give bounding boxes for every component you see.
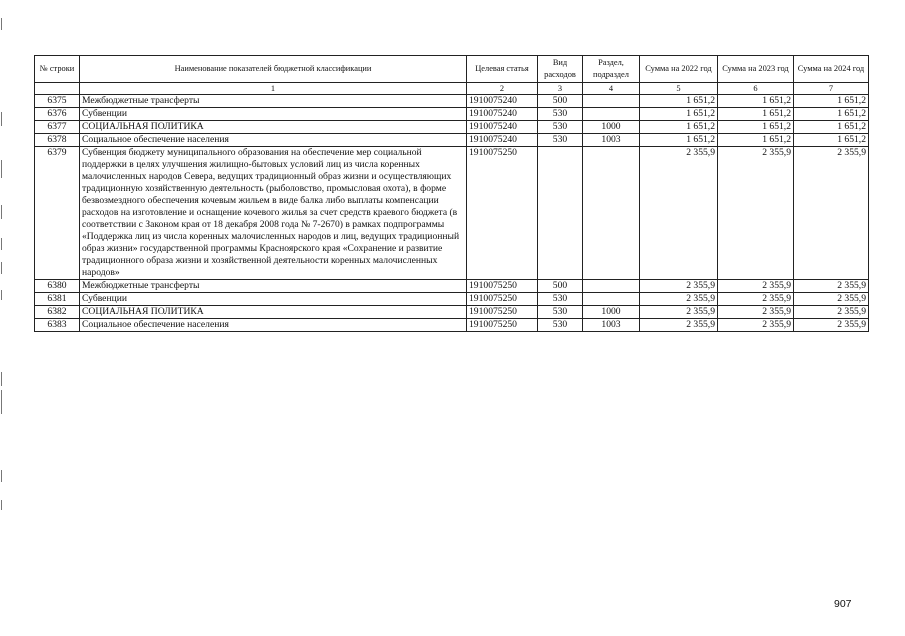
table-row	[35, 95, 869, 108]
cell-row-number: 6379	[35, 147, 80, 280]
cell-section: 1000	[583, 121, 640, 134]
cell-sum-2023: 2 355,9	[718, 280, 794, 293]
cell-sum-2022: 2 355,9	[640, 280, 718, 293]
table-row	[35, 134, 869, 147]
column-number: 7	[794, 83, 869, 95]
cell-expense-type: 530	[538, 319, 583, 332]
cell-sum-2023: 1 651,2	[718, 95, 794, 108]
table-row	[35, 306, 869, 319]
cell-sum-2023: 2 355,9	[718, 319, 794, 332]
cell-sum-2024: 1 651,2	[794, 134, 869, 147]
header-sum-2024: Сумма на 2024 год	[794, 56, 869, 83]
scan-edge-marks	[0, 0, 4, 636]
table-row	[35, 108, 869, 121]
cell-target-article: 1910075250	[467, 280, 538, 293]
cell-expense-type: 530	[538, 134, 583, 147]
cell-sum-2022: 1 651,2	[640, 95, 718, 108]
cell-row-number: 6381	[35, 293, 80, 306]
cell-expense-type: 530	[538, 108, 583, 121]
cell-sum-2024: 1 651,2	[794, 95, 869, 108]
cell-target-article: 1910075240	[467, 108, 538, 121]
column-number: 3	[538, 83, 583, 95]
cell-sum-2024: 2 355,9	[794, 147, 869, 280]
cell-row-number: 6375	[35, 95, 80, 108]
cell-sum-2024: 1 651,2	[794, 121, 869, 134]
cell-target-article: 1910075250	[467, 319, 538, 332]
cell-sum-2024: 2 355,9	[794, 319, 869, 332]
cell-sum-2024: 2 355,9	[794, 280, 869, 293]
column-number-row	[35, 83, 869, 95]
column-number: 1	[80, 83, 467, 95]
table-row	[35, 319, 869, 332]
header-vid: Вид расходов	[538, 56, 583, 83]
header-target: Целевая статья	[467, 56, 538, 83]
cell-target-article: 1910075240	[467, 121, 538, 134]
column-number: 2	[467, 83, 538, 95]
cell-expense-type: 530	[538, 121, 583, 134]
cell-sum-2022: 2 355,9	[640, 293, 718, 306]
cell-section	[583, 293, 640, 306]
column-number-empty	[35, 83, 80, 95]
cell-sum-2024: 2 355,9	[794, 306, 869, 319]
cell-expense-type: 500	[538, 280, 583, 293]
cell-section	[583, 147, 640, 280]
cell-section: 1003	[583, 319, 640, 332]
cell-sum-2023: 2 355,9	[718, 293, 794, 306]
budget-table	[34, 55, 869, 332]
cell-indicator-name: СОЦИАЛЬНАЯ ПОЛИТИКА	[80, 306, 467, 319]
cell-target-article: 1910075250	[467, 147, 538, 280]
cell-sum-2022: 1 651,2	[640, 121, 718, 134]
cell-sum-2023: 1 651,2	[718, 108, 794, 121]
cell-expense-type: 530	[538, 306, 583, 319]
cell-target-article: 1910075250	[467, 293, 538, 306]
cell-row-number: 6376	[35, 108, 80, 121]
table-row	[35, 280, 869, 293]
page-number: 907	[834, 598, 852, 610]
cell-indicator-name: Субвенции	[80, 293, 467, 306]
cell-indicator-name: СОЦИАЛЬНАЯ ПОЛИТИКА	[80, 121, 467, 134]
cell-indicator-name: Социальное обеспечение населения	[80, 319, 467, 332]
header-row-num: № строки	[35, 56, 80, 83]
cell-row-number: 6377	[35, 121, 80, 134]
table-row	[35, 293, 869, 306]
cell-expense-type: 500	[538, 95, 583, 108]
header-name: Наименование показателей бюджетной классификации	[80, 56, 467, 83]
header-razdel: Раздел, подраздел	[583, 56, 640, 83]
cell-expense-type: 530	[538, 293, 583, 306]
cell-indicator-name: Межбюджетные трансферты	[80, 95, 467, 108]
cell-row-number: 6380	[35, 280, 80, 293]
cell-sum-2022: 1 651,2	[640, 134, 718, 147]
cell-indicator-name: Субвенция бюджету муниципального образования на обеспечение мер социальной поддержки в целях улучшения жилищно-бытовых условий лиц из числа коренных малочисленных народов Севера, ведущих традиционный образ жизни и осуществляющих традиционную хозяйственную деятельность (рыболовство, промысловая охота), в форме безвозмездного обеспечения кочевым жильем в виде балка либо выплаты компенсации расходов на изготовление и оснащение кочевого жилья за счет средств краевого бюджета (в соответствии с Законом края от 18 декабря 2008 года № 7-2670) в рамках подпрограммы «Поддержка лиц из числа коренных малочисленных народов и лиц, ведущих традиционный образ жизни» государственной программы Красноярского края «Сохранение и развитие традиционного образа жизни и хозяйственной деятельности коренных малочисленных народов»	[80, 147, 467, 280]
cell-sum-2023: 2 355,9	[718, 147, 794, 280]
table-row	[35, 147, 869, 280]
cell-row-number: 6382	[35, 306, 80, 319]
header-sum-2023: Сумма на 2023 год	[718, 56, 794, 83]
column-number: 4	[583, 83, 640, 95]
column-number: 5	[640, 83, 718, 95]
cell-sum-2023: 2 355,9	[718, 306, 794, 319]
cell-section	[583, 95, 640, 108]
header-row	[35, 56, 869, 83]
cell-sum-2022: 2 355,9	[640, 319, 718, 332]
cell-section	[583, 280, 640, 293]
column-number: 6	[718, 83, 794, 95]
cell-indicator-name: Социальное обеспечение населения	[80, 134, 467, 147]
table-row	[35, 121, 869, 134]
cell-section: 1000	[583, 306, 640, 319]
cell-section: 1003	[583, 134, 640, 147]
cell-sum-2022: 2 355,9	[640, 306, 718, 319]
cell-section	[583, 108, 640, 121]
cell-sum-2024: 2 355,9	[794, 293, 869, 306]
cell-sum-2023: 1 651,2	[718, 121, 794, 134]
cell-sum-2023: 1 651,2	[718, 134, 794, 147]
cell-expense-type	[538, 147, 583, 280]
cell-row-number: 6383	[35, 319, 80, 332]
cell-sum-2022: 2 355,9	[640, 147, 718, 280]
cell-target-article: 1910075240	[467, 134, 538, 147]
cell-sum-2024: 1 651,2	[794, 108, 869, 121]
cell-target-article: 1910075250	[467, 306, 538, 319]
cell-indicator-name: Межбюджетные трансферты	[80, 280, 467, 293]
cell-indicator-name: Субвенции	[80, 108, 467, 121]
cell-sum-2022: 1 651,2	[640, 108, 718, 121]
cell-target-article: 1910075240	[467, 95, 538, 108]
header-sum-2022: Сумма на 2022 год	[640, 56, 718, 83]
cell-row-number: 6378	[35, 134, 80, 147]
